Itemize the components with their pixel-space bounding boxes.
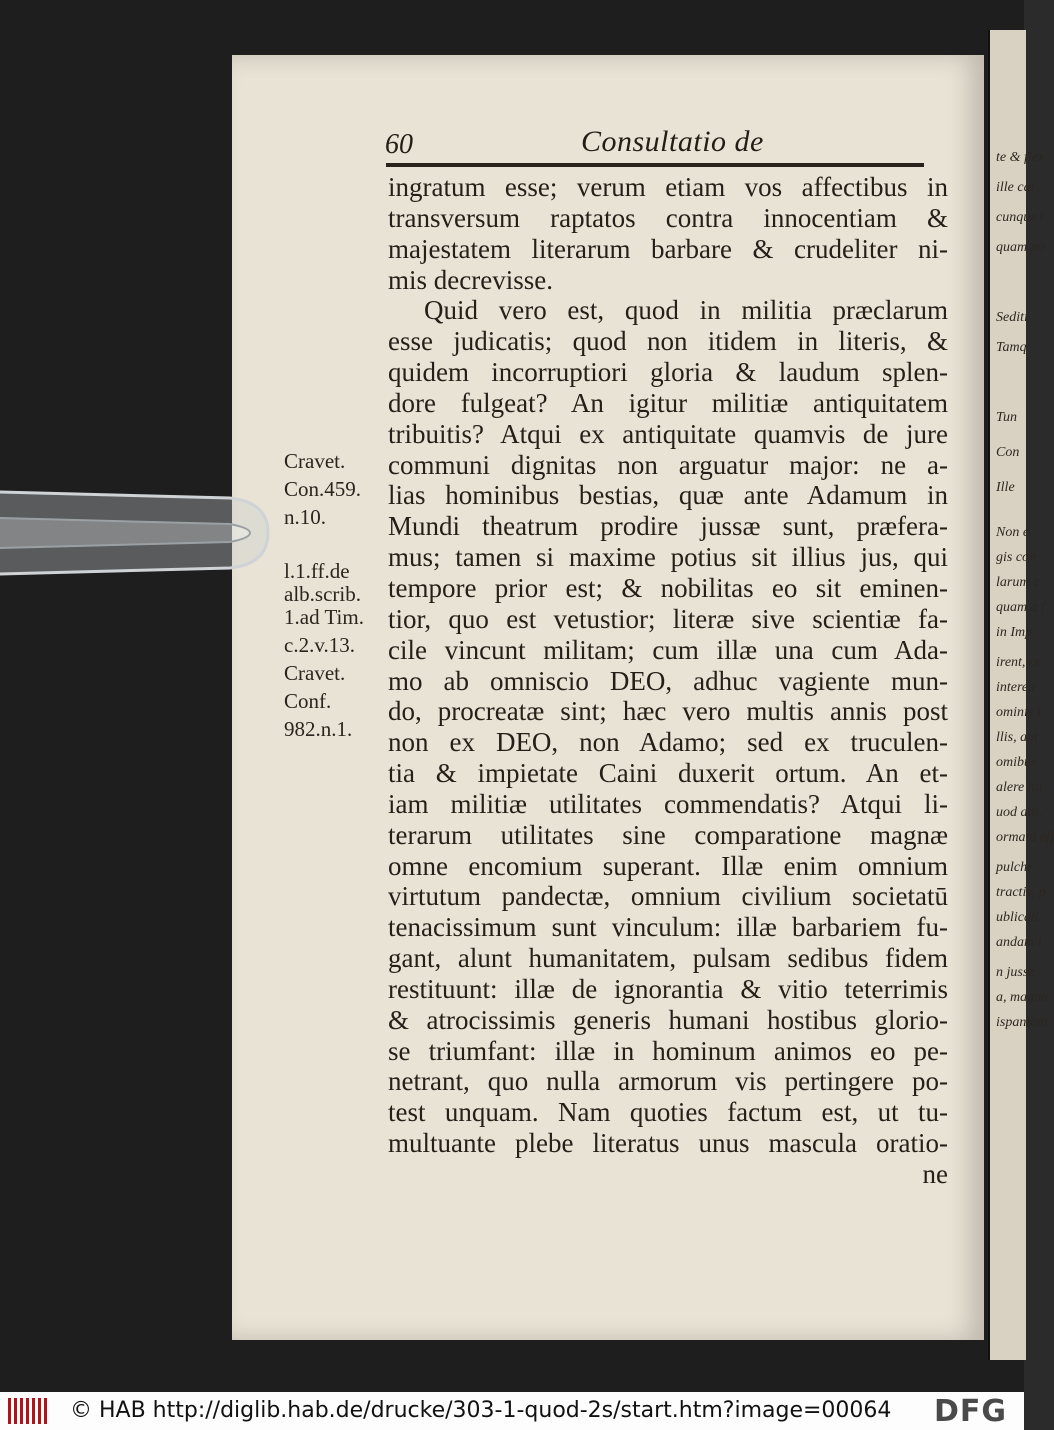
margin-note: Con.459. [284, 477, 362, 501]
text-line: ingratum esse; verum etiam vos affectibus in [388, 172, 948, 202]
text-line: se triumfant: illæ in hominum animos eo pe- [388, 1035, 948, 1066]
viewer-footer [0, 1392, 1024, 1430]
text-line: netrant, quo nulla armorum vis pertingere po- [388, 1066, 948, 1097]
dfg-logo: DFG [934, 1394, 1008, 1429]
text-line: test unquam. Nam quoties factum est, ut tu- [388, 1097, 948, 1128]
adjacent-page-fragment: quam po [996, 240, 1045, 255]
text-line: do, procreatæ sint; hæc vero multis annis post [388, 696, 948, 727]
adjacent-page-fragment: Non e [996, 525, 1030, 540]
text-line: communi dignitas non arguatur major: ne a- [388, 449, 948, 480]
text-line: mis decrevisse. [388, 264, 553, 295]
text-line: tior, quo est vetustior; literæ sive scientiæ fa- [388, 603, 948, 634]
text-line: Quid vero est, quod in militia præclarum [424, 295, 948, 326]
adjacent-page-fragment: interea [996, 680, 1036, 695]
adjacent-page-fragment: gis con [996, 550, 1037, 565]
margin-note: Conf. [284, 689, 332, 713]
text-line: esse judicatis; quod non itidem in literis, & [388, 326, 948, 357]
adjacent-page-fragment: ormata eff [996, 830, 1054, 845]
text-line: & atrocissimis generis humani hostibus glorio- [388, 1004, 948, 1035]
adjacent-page-fragment: ispaniam [996, 1015, 1048, 1030]
text-line: lias hominibus bestias, quæ ante Adamum in [388, 480, 948, 511]
adjacent-page-fragment: larum c [996, 575, 1040, 590]
text-line: virtutum pandectæ, omnium civilium societatū [388, 881, 948, 912]
adjacent-page-fragment: alere fui [996, 780, 1043, 795]
text-line: iam militiæ utilitates commendatis? Atqui li- [388, 788, 948, 819]
text-line: mus; tamen si maxime potius sit illius jus, qui [388, 542, 948, 573]
adjacent-page-fragment: Con [996, 445, 1020, 460]
adjacent-page-fragment: irent, ce [996, 655, 1042, 670]
margin-note: alb.scrib. [284, 582, 361, 606]
barcode-icon [8, 1398, 48, 1424]
adjacent-page-fragment: Ille [996, 480, 1015, 495]
text-line: multuante plebe literatus unus mascula oratio- [388, 1128, 948, 1159]
main-text-block [388, 172, 948, 1190]
text-line: transversum raptatos contra innocentiam & [388, 202, 948, 233]
adjacent-page-fragment: Tun [996, 410, 1018, 425]
text-line: tia & impietate Caini duxerit ortum. An et- [388, 758, 948, 789]
adjacent-page-fragment: n jusse [996, 965, 1035, 980]
header-rule [386, 163, 924, 167]
running-title: Consultatio de [581, 125, 764, 158]
text-line: tempore prior est; & nobilitas eo sit eminen- [388, 572, 948, 603]
page-clip-icon [0, 478, 275, 588]
page-header [385, 125, 925, 165]
adjacent-page-fragment: andam l [996, 935, 1042, 950]
text-line: dore fulgeat? An igitur militiæ antiquitatem [388, 387, 948, 418]
adjacent-page-fragment: ille cat [996, 180, 1035, 195]
adjacent-page-fragment: in Imp. [996, 625, 1036, 640]
text-line: terarum utilitates sine comparatione magnæ [388, 819, 948, 850]
text-line: tribuitis? Atqui ex antiquitate quamvis de jure [388, 418, 948, 449]
text-line: tenacissimum sunt vinculum: illæ barbariem fu- [388, 912, 948, 943]
margin-note: l.1.ff.de [284, 559, 350, 583]
text-line: restituunt: illæ de ignorantia & vitio teterrimis [388, 973, 948, 1004]
adjacent-page-fragment: uod alii, [996, 805, 1043, 820]
margin-note: 1.ad Tim. [284, 605, 364, 629]
adjacent-page [988, 30, 1054, 1360]
adjacent-page-fragment: cunque t [996, 210, 1044, 225]
adjacent-page-fragment: Sediti [996, 310, 1028, 325]
adjacent-page-fragment: te & flex [996, 150, 1045, 165]
margin-note: n.10. [284, 505, 326, 529]
text-line: cile vincunt militam; cum illæ una cum Ada- [388, 634, 948, 665]
adjacent-page-fragment: tractis, p [996, 885, 1046, 900]
text-line: majestatem literarum barbare & crudeliter ni- [388, 233, 948, 264]
adjacent-page-fragment: a, magna [996, 990, 1049, 1005]
text-line: quidem incorruptiori gloria & laudum splen- [388, 357, 948, 388]
page-number: 60 [385, 129, 413, 160]
catchword: ne [922, 1159, 948, 1189]
copyright-link[interactable]: © HAB http://diglib.hab.de/drucke/303-1-quod-2s/start.htm?image=00064 [70, 1398, 892, 1423]
adjacent-page-fragment: omibus [996, 755, 1037, 770]
text-line: gant, alunt humanitatem, pulsam sedibus fidem [388, 943, 948, 974]
adjacent-page-fragment: pulchr [996, 860, 1033, 875]
text-line: non ex DEO, non Adamo; sed ex truculen- [388, 727, 948, 758]
adjacent-page-fragment: quam a f [996, 600, 1045, 615]
adjacent-page-fragment: llis, aut [996, 730, 1039, 745]
margin-note: 982.n.1. [284, 717, 353, 741]
margin-note: c.2.v.13. [284, 633, 355, 657]
text-line: Mundi theatrum prodire jussæ sunt, præfera- [388, 511, 948, 542]
margin-note: Cravet. [284, 449, 346, 473]
adjacent-page-fragment: ominis i [996, 705, 1041, 720]
adjacent-page-fragment: ublicati [996, 910, 1039, 925]
margin-note: Cravet. [284, 661, 346, 685]
text-line: mo ab omniscio DEO, adhuc vagiente mun- [388, 665, 948, 696]
adjacent-page-fragment: Tamq [996, 340, 1027, 355]
text-line: omne encomium superant. Illæ enim omnium [388, 850, 948, 881]
